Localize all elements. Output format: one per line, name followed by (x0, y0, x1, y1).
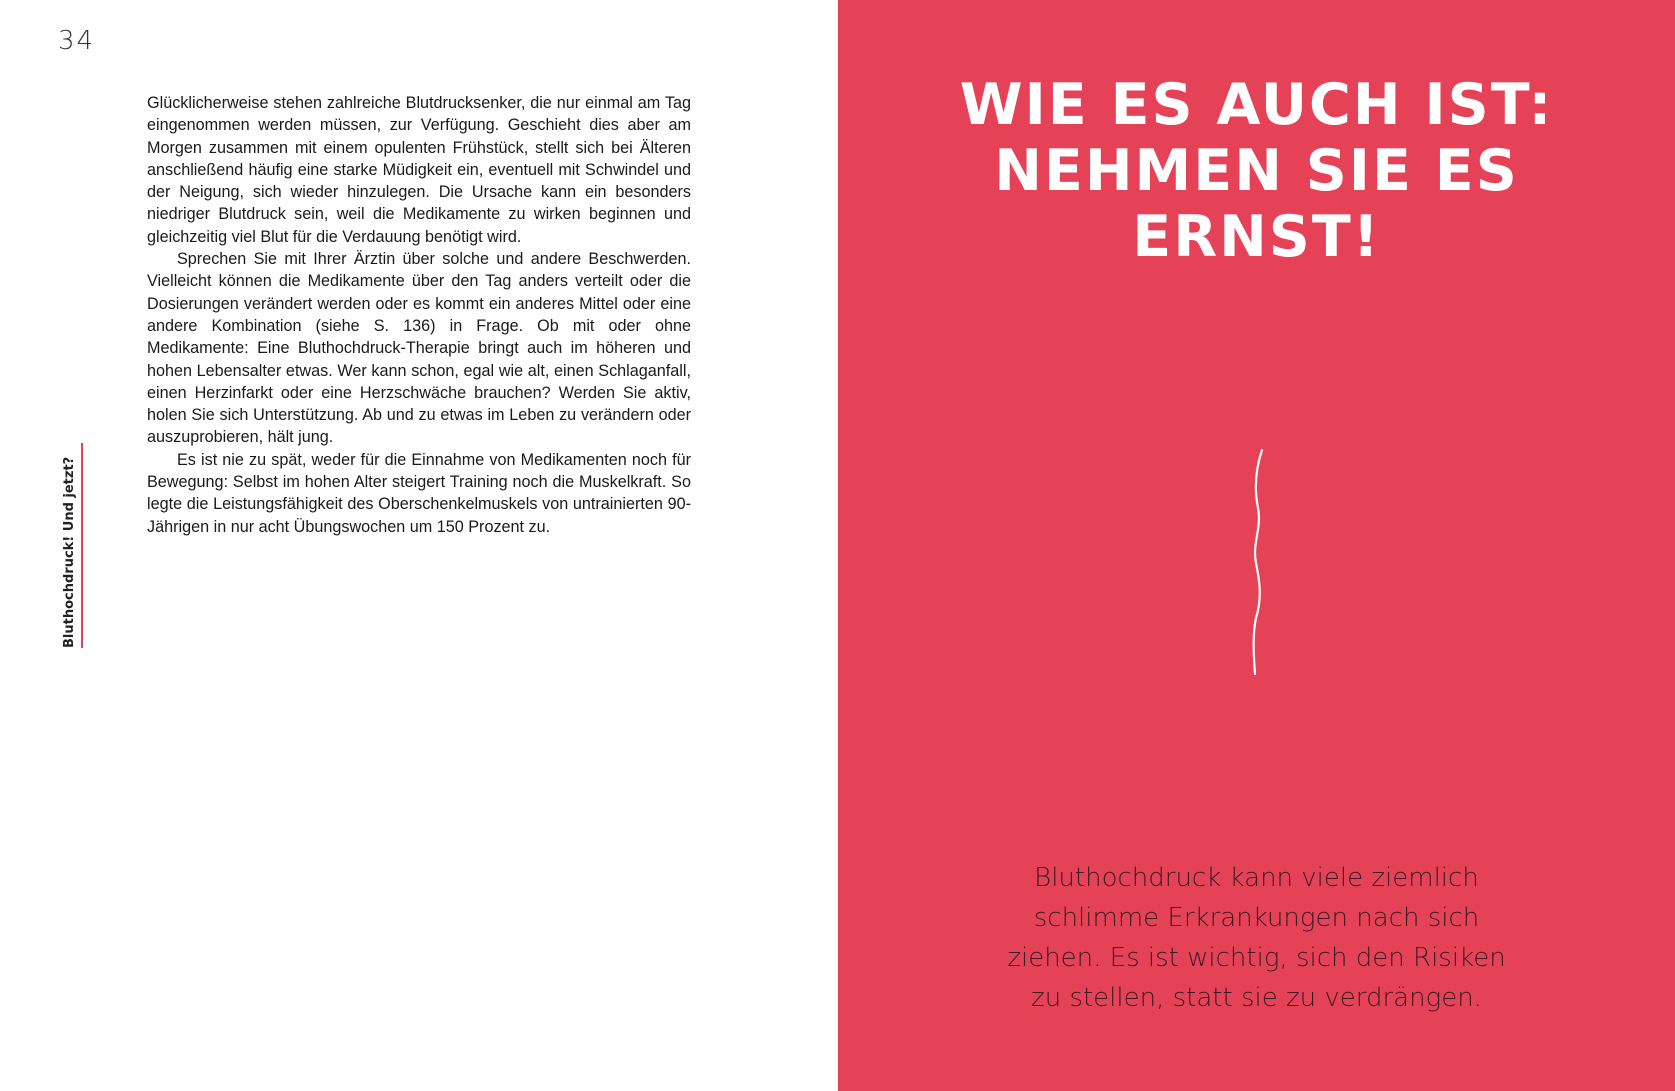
paragraph: Es ist nie zu spät, weder für die Einnahme von Medikamenten noch für Bewegung: Selbst im hohen Alter steigert Training noch die Muskelkraft. So legte die Leistungsfähigkeit des Oberschenkelmuskels von untrainierten 90-Jährigen in nur acht Übungswochen um 150 Prozent zu. (147, 450, 691, 536)
headline-line: WIE ES AUCH IST: (959, 72, 1554, 138)
page-number: 34 (58, 26, 96, 56)
squiggle-line-illustration (1242, 448, 1272, 678)
headline-line: NEHMEN SIE ES (994, 138, 1519, 204)
paragraph: Glücklicherweise stehen zahlreiche Blutdrucksenker, die nur einmal am Tag eingenommen werden müssen, zur Verfügung. Geschieht dies aber am Morgen zusammen mit einem opulenten Frühstück, stellt sich bei Älteren anschließend häufig eine starke Müdigkeit ein, eventuell mit Schwindel und der Neigung, sich wieder hinzulegen. Die Ursache kann ein besonders niedriger Blutdruck sein, weil die Medikamente zu wirken beginnen und gleichzeitig viel Blut für die Verdauung benötigt wird. (147, 94, 691, 246)
headline (838, 72, 1675, 270)
lead-text (988, 858, 1525, 1018)
paragraph: Sprechen Sie mit Ihrer Ärztin über solche und andere Beschwerden. Vielleicht können die Medikamente über den Tag anders verteilt oder die Dosierungen verändert werden oder es kommt ein anderes Mittel oder eine andere Kombination (siehe S. 136) in Frage. Ob mit oder ohne Medikamente: Eine Bluthochdruck-Therapie bringt auch im höheren und hohen Lebensalter etwas. Wer kann schon, egal wie alt, einen Schlaganfall, einen Herzinfarkt oder eine Herzschwäche brauchen? Werden Sie aktiv, holen Sie sich Unterstützung. Ab und zu etwas im Leben zu verändern oder auszuprobieren, hält jung. (147, 250, 691, 447)
lead-line: schlimme Erkrankungen nach sich (1033, 903, 1480, 933)
body-text (147, 92, 691, 538)
right-page (838, 0, 1675, 1091)
headline-line: ERNST! (1132, 204, 1381, 270)
lead-line: ziehen. Es ist wichtig, sich den Risiken (1007, 943, 1506, 973)
running-head-rule (81, 443, 83, 648)
running-head: Bluthochdruck! Und jetzt? (62, 456, 77, 648)
lead-line: Bluthochdruck kann viele ziemlich (1034, 863, 1479, 893)
lead-line: zu stellen, statt sie zu verdrängen. (1031, 983, 1482, 1013)
